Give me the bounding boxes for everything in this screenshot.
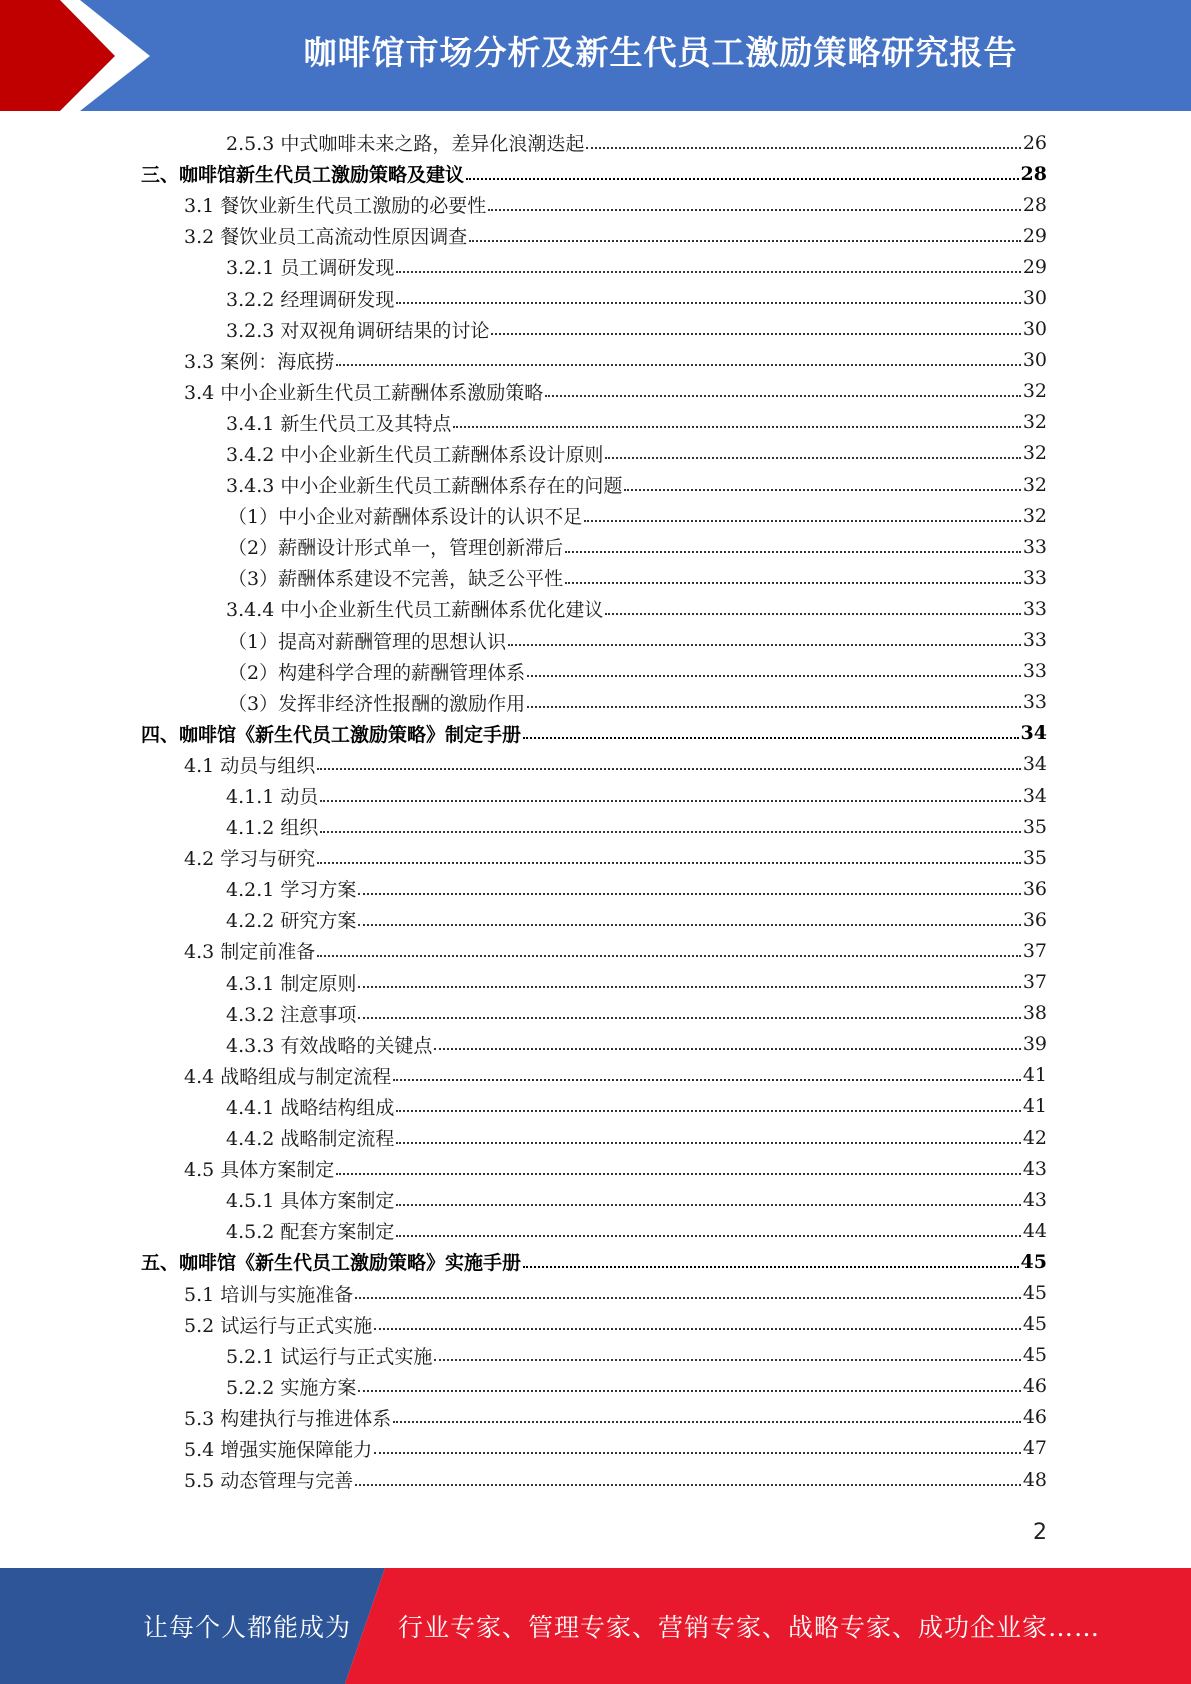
- toc-dot-leader: [624, 489, 1020, 491]
- toc-entry-page: 46: [1022, 1406, 1047, 1429]
- toc-dot-leader: [434, 1359, 1020, 1361]
- toc-dot-leader: [358, 924, 1020, 926]
- toc-entry[interactable]: [0, 531, 1191, 562]
- toc-dot-leader: [523, 737, 1019, 739]
- toc-dot-leader: [358, 986, 1020, 988]
- toc-entry-page: 33: [1022, 691, 1047, 714]
- toc-entry[interactable]: [0, 1464, 1191, 1495]
- toc-entry-label: 4.3 制定前准备: [184, 941, 316, 964]
- toc-entry[interactable]: [0, 282, 1191, 313]
- toc-entry[interactable]: [0, 1060, 1191, 1091]
- toc-entry-page: 45: [1022, 1313, 1047, 1336]
- toc-entry-page: 45: [1020, 1250, 1047, 1273]
- toc-entry-page: 34: [1022, 753, 1047, 776]
- toc-dot-leader: [396, 1204, 1020, 1206]
- toc-entry-page: 34: [1022, 784, 1047, 807]
- toc-entry-label: 3.4.4 中小企业新生代员工薪酬体系优化建议: [226, 599, 604, 622]
- toc-dot-leader: [434, 1048, 1020, 1050]
- toc-entry-label: 4.3.1 制定原则: [226, 972, 357, 995]
- toc-entry-page: 35: [1022, 815, 1047, 838]
- toc-entry[interactable]: [0, 998, 1191, 1029]
- toc-dot-leader: [396, 1142, 1020, 1144]
- toc-dot-leader: [355, 1484, 1021, 1486]
- toc-entry-label: 4.4 战略组成与制定流程: [184, 1065, 392, 1088]
- toc-entry-page: 32: [1022, 411, 1047, 434]
- toc-entry-page: 33: [1022, 566, 1047, 589]
- toc-entry-label: （2）构建科学合理的薪酬管理体系: [228, 661, 526, 684]
- toc-entry-page: 33: [1022, 660, 1047, 683]
- toc-dot-leader: [605, 457, 1020, 459]
- toc-entry-label: 3.4.1 新生代员工及其特点: [226, 412, 452, 435]
- toc-entry-label: 5.5 动态管理与完善: [184, 1470, 354, 1493]
- toc-entry-page: 29: [1022, 255, 1047, 278]
- toc-entry-label: 四、咖啡馆《新生代员工激励策略》制定手册: [141, 723, 522, 746]
- toc-dot-leader: [317, 862, 1021, 864]
- toc-entry-label: 3.4.2 中小企业新生代员工薪酬体系设计原则: [226, 443, 604, 466]
- toc-entry[interactable]: [0, 780, 1191, 811]
- toc-entry[interactable]: [0, 407, 1191, 438]
- toc-entry-page: 32: [1022, 504, 1047, 527]
- toc-entry[interactable]: [0, 625, 1191, 656]
- toc-entry[interactable]: [0, 842, 1191, 873]
- toc-dot-leader: [488, 209, 1021, 211]
- toc-entry[interactable]: [0, 1153, 1191, 1184]
- toc-entry-page: 34: [1020, 722, 1047, 745]
- toc-entry-page: 26: [1022, 131, 1047, 154]
- toc-entry-page: 44: [1022, 1219, 1047, 1242]
- toc-entry[interactable]: [0, 749, 1191, 780]
- toc-entry[interactable]: [0, 469, 1191, 500]
- toc-entry[interactable]: [0, 345, 1191, 376]
- toc-entry-page: 43: [1022, 1157, 1047, 1180]
- toc-entry-label: 3.3 案例：海底捞: [184, 350, 335, 373]
- toc-dot-leader: [586, 147, 1020, 149]
- toc-entry[interactable]: [0, 1371, 1191, 1402]
- toc-entry-label: （1）提高对薪酬管理的思想认识: [228, 630, 507, 653]
- toc-entry[interactable]: [0, 376, 1191, 407]
- toc-entry-label: 三、咖啡馆新生代员工激励策略及建议: [141, 164, 465, 187]
- toc-dot-leader: [374, 1328, 1021, 1330]
- toc-entry-label: 4.4.1 战略结构组成: [226, 1096, 395, 1119]
- toc-entry[interactable]: [0, 251, 1191, 282]
- toc-dot-leader: [336, 364, 1021, 366]
- toc-entry-page: 37: [1022, 939, 1047, 962]
- toc-entry-label: （3）薪酬体系建设不完善，缺乏公平性: [228, 568, 564, 591]
- toc-entry-page: 32: [1022, 442, 1047, 465]
- toc-dot-leader: [358, 893, 1020, 895]
- toc-dot-leader: [545, 395, 1021, 397]
- toc-dot-leader: [605, 613, 1020, 615]
- toc-entry-page: 41: [1022, 1095, 1047, 1118]
- toc-entry-label: 4.1 动员与组织: [184, 754, 316, 777]
- toc-dot-leader: [393, 1421, 1021, 1423]
- toc-entry-label: （1）中小企业对薪酬体系设计的认识不足: [228, 506, 583, 529]
- toc-entry-page: 29: [1022, 224, 1047, 247]
- toc-dot-leader: [393, 1079, 1021, 1081]
- toc-dot-leader: [565, 582, 1021, 584]
- toc-dot-leader: [320, 831, 1020, 833]
- toc-entry[interactable]: [0, 967, 1191, 998]
- toc-entry-page: 32: [1022, 473, 1047, 496]
- toc-dot-leader: [374, 1452, 1021, 1454]
- toc-entry-page: 33: [1022, 535, 1047, 558]
- toc-entry-label: 4.2 学习与研究: [184, 848, 316, 871]
- toc-entry-label: 4.3.2 注意事项: [226, 1003, 357, 1026]
- toc-entry-page: 28: [1022, 193, 1047, 216]
- toc-entry[interactable]: [0, 500, 1191, 531]
- toc-entry-label: 5.2.2 实施方案: [226, 1376, 357, 1399]
- toc-dot-leader: [527, 706, 1021, 708]
- toc-entry-label: 4.3.3 有效战略的关键点: [226, 1034, 433, 1057]
- page-header: [0, 0, 1191, 111]
- toc-dot-leader: [336, 1173, 1021, 1175]
- page-number: 2: [1033, 1520, 1047, 1545]
- toc-entry-label: 4.5.1 具体方案制定: [226, 1190, 395, 1213]
- toc-entry-label: 4.4.2 战略制定流程: [226, 1128, 395, 1151]
- toc-dot-leader: [317, 768, 1021, 770]
- toc-entry-page: 41: [1022, 1064, 1047, 1087]
- toc-entry-page: 43: [1022, 1188, 1047, 1211]
- toc-entry-label: 3.1 餐饮业新生代员工激励的必要性: [184, 195, 487, 218]
- document-title: 咖啡馆市场分析及新生代员工激励策略研究报告: [303, 33, 1018, 72]
- toc-dot-leader: [358, 1390, 1020, 1392]
- toc-dot-leader: [396, 302, 1020, 304]
- toc-entry-page: 28: [1020, 162, 1047, 185]
- toc-entry-label: 4.1.1 动员: [226, 786, 319, 809]
- toc-entry-label: 4.2.2 研究方案: [226, 910, 357, 933]
- toc-entry-page: 30: [1022, 287, 1047, 310]
- toc-entry-page: 42: [1022, 1126, 1047, 1149]
- toc-dot-leader: [355, 1297, 1021, 1299]
- toc-entry[interactable]: [0, 127, 1191, 158]
- toc-entry-label: 3.4 中小企业新生代员工薪酬体系激励策略: [184, 381, 544, 404]
- toc-dot-leader: [466, 178, 1019, 180]
- toc-entry-label: 5.4 增强实施保障能力: [184, 1438, 373, 1461]
- toc-entry-page: 30: [1022, 318, 1047, 341]
- table-of-contents: [0, 127, 1191, 1495]
- footer-slogan-left: 让每个人都能成为: [143, 1613, 352, 1642]
- toc-entry-label: 5.3 构建执行与推进体系: [184, 1407, 392, 1430]
- toc-entry[interactable]: [0, 438, 1191, 469]
- toc-entry[interactable]: [0, 562, 1191, 593]
- toc-entry-label: 4.1.2 组织: [226, 817, 319, 840]
- toc-entry[interactable]: [0, 1122, 1191, 1153]
- toc-entry-page: 36: [1022, 877, 1047, 900]
- toc-entry-label: 2.5.3 中式咖啡未来之路，差异化浪潮迭起: [226, 133, 585, 156]
- toc-entry[interactable]: [0, 811, 1191, 842]
- toc-dot-leader: [523, 1266, 1019, 1268]
- toc-entry-label: 5.2 试运行与正式实施: [184, 1314, 373, 1337]
- toc-entry[interactable]: [0, 718, 1191, 749]
- toc-dot-leader: [358, 1017, 1020, 1019]
- toc-entry-page: 45: [1022, 1344, 1047, 1367]
- toc-dot-leader: [396, 271, 1020, 273]
- toc-entry-page: 30: [1022, 349, 1047, 372]
- toc-entry[interactable]: [0, 1246, 1191, 1277]
- toc-dot-leader: [491, 333, 1020, 335]
- toc-entry-label: 4.2.1 学习方案: [226, 879, 357, 902]
- toc-entry-label: （2）薪酬设计形式单一，管理创新滞后: [228, 537, 564, 560]
- toc-entry-page: 33: [1022, 597, 1047, 620]
- toc-dot-leader: [396, 1110, 1020, 1112]
- toc-entry[interactable]: [0, 904, 1191, 935]
- toc-entry[interactable]: [0, 314, 1191, 345]
- toc-entry[interactable]: [0, 687, 1191, 718]
- toc-entry-page: 32: [1022, 380, 1047, 403]
- toc-entry-label: （3）发挥非经济性报酬的激励作用: [228, 692, 526, 715]
- toc-entry-label: 3.4.3 中小企业新生代员工薪酬体系存在的问题: [226, 475, 623, 498]
- toc-entry-page: 36: [1022, 908, 1047, 931]
- toc-entry[interactable]: [0, 220, 1191, 251]
- toc-dot-leader: [565, 551, 1021, 553]
- toc-entry-page: 33: [1022, 629, 1047, 652]
- toc-entry[interactable]: [0, 1215, 1191, 1246]
- page-footer: [0, 1568, 1191, 1684]
- toc-dot-leader: [584, 520, 1021, 522]
- toc-entry-page: 45: [1022, 1282, 1047, 1305]
- toc-dot-leader: [527, 675, 1021, 677]
- toc-entry[interactable]: [0, 1029, 1191, 1060]
- toc-entry-page: 39: [1022, 1033, 1047, 1056]
- toc-dot-leader: [320, 800, 1020, 802]
- toc-entry[interactable]: [0, 873, 1191, 904]
- toc-dot-leader: [317, 955, 1021, 957]
- toc-entry-label: 3.2.1 员工调研发现: [226, 257, 395, 280]
- toc-entry[interactable]: [0, 1309, 1191, 1340]
- toc-entry[interactable]: [0, 1184, 1191, 1215]
- toc-dot-leader: [396, 1235, 1020, 1237]
- toc-entry-label: 5.1 培训与实施准备: [184, 1283, 354, 1306]
- toc-entry-label: 3.2 餐饮业员工高流动性原因调查: [184, 226, 468, 249]
- toc-entry-label: 4.5.2 配套方案制定: [226, 1221, 395, 1244]
- toc-dot-leader: [453, 426, 1020, 428]
- toc-entry[interactable]: [0, 158, 1191, 189]
- toc-entry[interactable]: [0, 935, 1191, 966]
- toc-entry-label: 3.2.3 对双视角调研结果的讨论: [226, 319, 490, 342]
- toc-entry-label: 5.2.1 试运行与正式实施: [226, 1345, 433, 1368]
- toc-entry-page: 35: [1022, 846, 1047, 869]
- toc-entry[interactable]: [0, 656, 1191, 687]
- toc-entry-label: 3.2.2 经理调研发现: [226, 288, 395, 311]
- toc-entry[interactable]: [0, 1433, 1191, 1464]
- toc-entry-page: 47: [1022, 1437, 1047, 1460]
- toc-entry-label: 4.5 具体方案制定: [184, 1159, 335, 1182]
- toc-entry-page: 37: [1022, 971, 1047, 994]
- toc-entry-page: 46: [1022, 1375, 1047, 1398]
- toc-entry-page: 38: [1022, 1002, 1047, 1025]
- footer-slogan-right: 行业专家、管理专家、营销专家、战略专家、成功企业家……: [398, 1613, 1101, 1642]
- toc-entry-label: 五、咖啡馆《新生代员工激励策略》实施手册: [141, 1252, 522, 1275]
- toc-entry-page: 48: [1022, 1468, 1047, 1491]
- toc-entry[interactable]: [0, 1402, 1191, 1433]
- toc-dot-leader: [508, 644, 1021, 646]
- toc-entry[interactable]: [0, 1340, 1191, 1371]
- toc-entry[interactable]: [0, 189, 1191, 220]
- toc-entry[interactable]: [0, 593, 1191, 624]
- toc-entry[interactable]: [0, 1277, 1191, 1308]
- toc-dot-leader: [469, 240, 1021, 242]
- toc-entry[interactable]: [0, 1091, 1191, 1122]
